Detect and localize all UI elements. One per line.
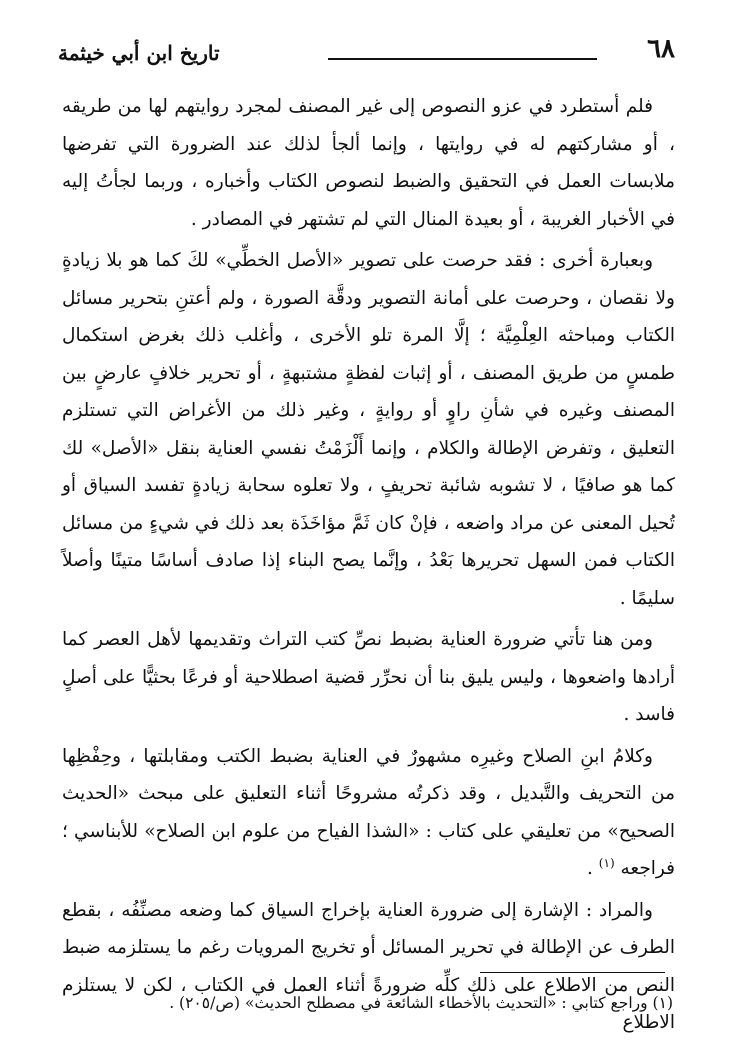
footnote: (١) وراجع كتابي : «التحديث بالأخطاء الشائعة في مصطلح الحديث» (ص/٢٠٥) . — [169, 994, 673, 1012]
paragraph-5: والمراد : الإشارة إلى ضرورة العناية بإخراج السياق كما وضعه مصنِّفُه ، بقطع الطرف عن الإطالة في تحرير المسائل أو تخريج المرويات رغم ما يستلزمه ضبط النص من الاطلاع على ذلك كلِّه ضرورةً أثناء العمل في الكتاب ، لكن لا يستلزم الاطلاع — [62, 899, 675, 1033]
paragraph-3: ومن هنا تأتي ضرورة العناية بضبط نصِّ كتب التراث وتقديمها لأهل العصر كما أرادها واضعوها ، وليس يليق بنا أن نحرِّر قضية اصطلاحية أو فرعًا بحثيًّا على أصلٍ فاسد . — [62, 629, 675, 725]
footnote-rule — [480, 972, 665, 973]
page-number: ٦٨ — [647, 34, 675, 64]
book-title: تاريخ ابن أبي خيثمة — [58, 41, 220, 65]
paragraph-2: وبعبارة أخرى : فقد حرصت على تصوير «الأصل الخطِّي» لكَ كما هو بلا زيادةٍ ولا نقصان ، وحرصت على أمانة التصوير ودقَّة الصورة ، ولم أعتنِ بتحرير مسائل الكتاب ومباحثه العِلْمِيَّة ؛ إلَّا المرة تلو الأخرى ، وأغلب ذلك بغرض استكمال طمسٍ من طريق المصنف ، أو إثبات لفظةٍ مشتبهةٍ ، أو تحرير خلافٍ عارضٍ بين المصنف وغيره في شأنِ راوٍ أو روايةٍ ، وغير ذلك من الأغراض التي تستلزم التعليق ، وتفرض الإطالة والكلام ، وإنما أَلْزَمْتُ نفسي العناية بنقل «الأصل» لك كما هو صافيًا ، لا تشوبه شائبة تحريفٍ ، ولا تعلوه سحابة زيادةٍ تفسد السياق أو تُحيل المعنى عن مراد واضعه ، فإنْ كان ثَمَّ مؤاخَذَة بعد ذلك في شيءٍ من مسائل الكتاب فمن السهل تحريرها بَعْدُ ، وإنَّما يصح البناء إذا صادف أساسًا متينًا وأصلاً سليمًا . — [62, 250, 675, 609]
paragraph-4: وكلامُ ابنِ الصلاح وغيرِه مشهورٌ في العناية بضبط الكتب ومقابلتها ، وحِفْظِها من التحريف والتَّبديل ، وقد ذكرتُه مشروحًا أثناء التعليق على مبحث «الحديث الصحيح» من تعليقي على كتاب : «الشذا الفياح من علوم ابن الصلاح» للأبناسي ؛ فراجعه $^{(١)}$ . — [62, 745, 675, 879]
running-head — [58, 28, 675, 68]
footnote-reference[interactable]: (١) — [598, 855, 615, 870]
main-text — [62, 88, 675, 1046]
paragraph-4-text: وكلامُ ابنِ الصلاح وغيرِه مشهورٌ في العناية بضبط الكتب ومقابلتها ، وحِفْظِها من التحريف والتَّبديل ، وقد ذكرتُه مشروحًا أثناء التعليق على مبحث «الحديث الصحيح» من تعليقي على كتاب : «الشذا الفياح من علوم ابن الصلاح» للأبناسي ؛ فراجعه — [62, 745, 675, 879]
paragraph-1: فلم أستطرد في عزو النصوص إلى غير المصنف لمجرد روايتهم لها من طريقه ، أو مشاركتهم له في روايتها ، وإنما ألجأ لذلك عند الضرورة التي تفرضها ملابسات العمل في التحقيق والضبط لنصوص الكتاب وأخباره ، وربما لجأتُ إليه في الأخبار الغريبة ، أو بعيدة المنال التي لم تشتهر في المصادر . — [62, 96, 675, 230]
header-rule — [328, 58, 597, 60]
